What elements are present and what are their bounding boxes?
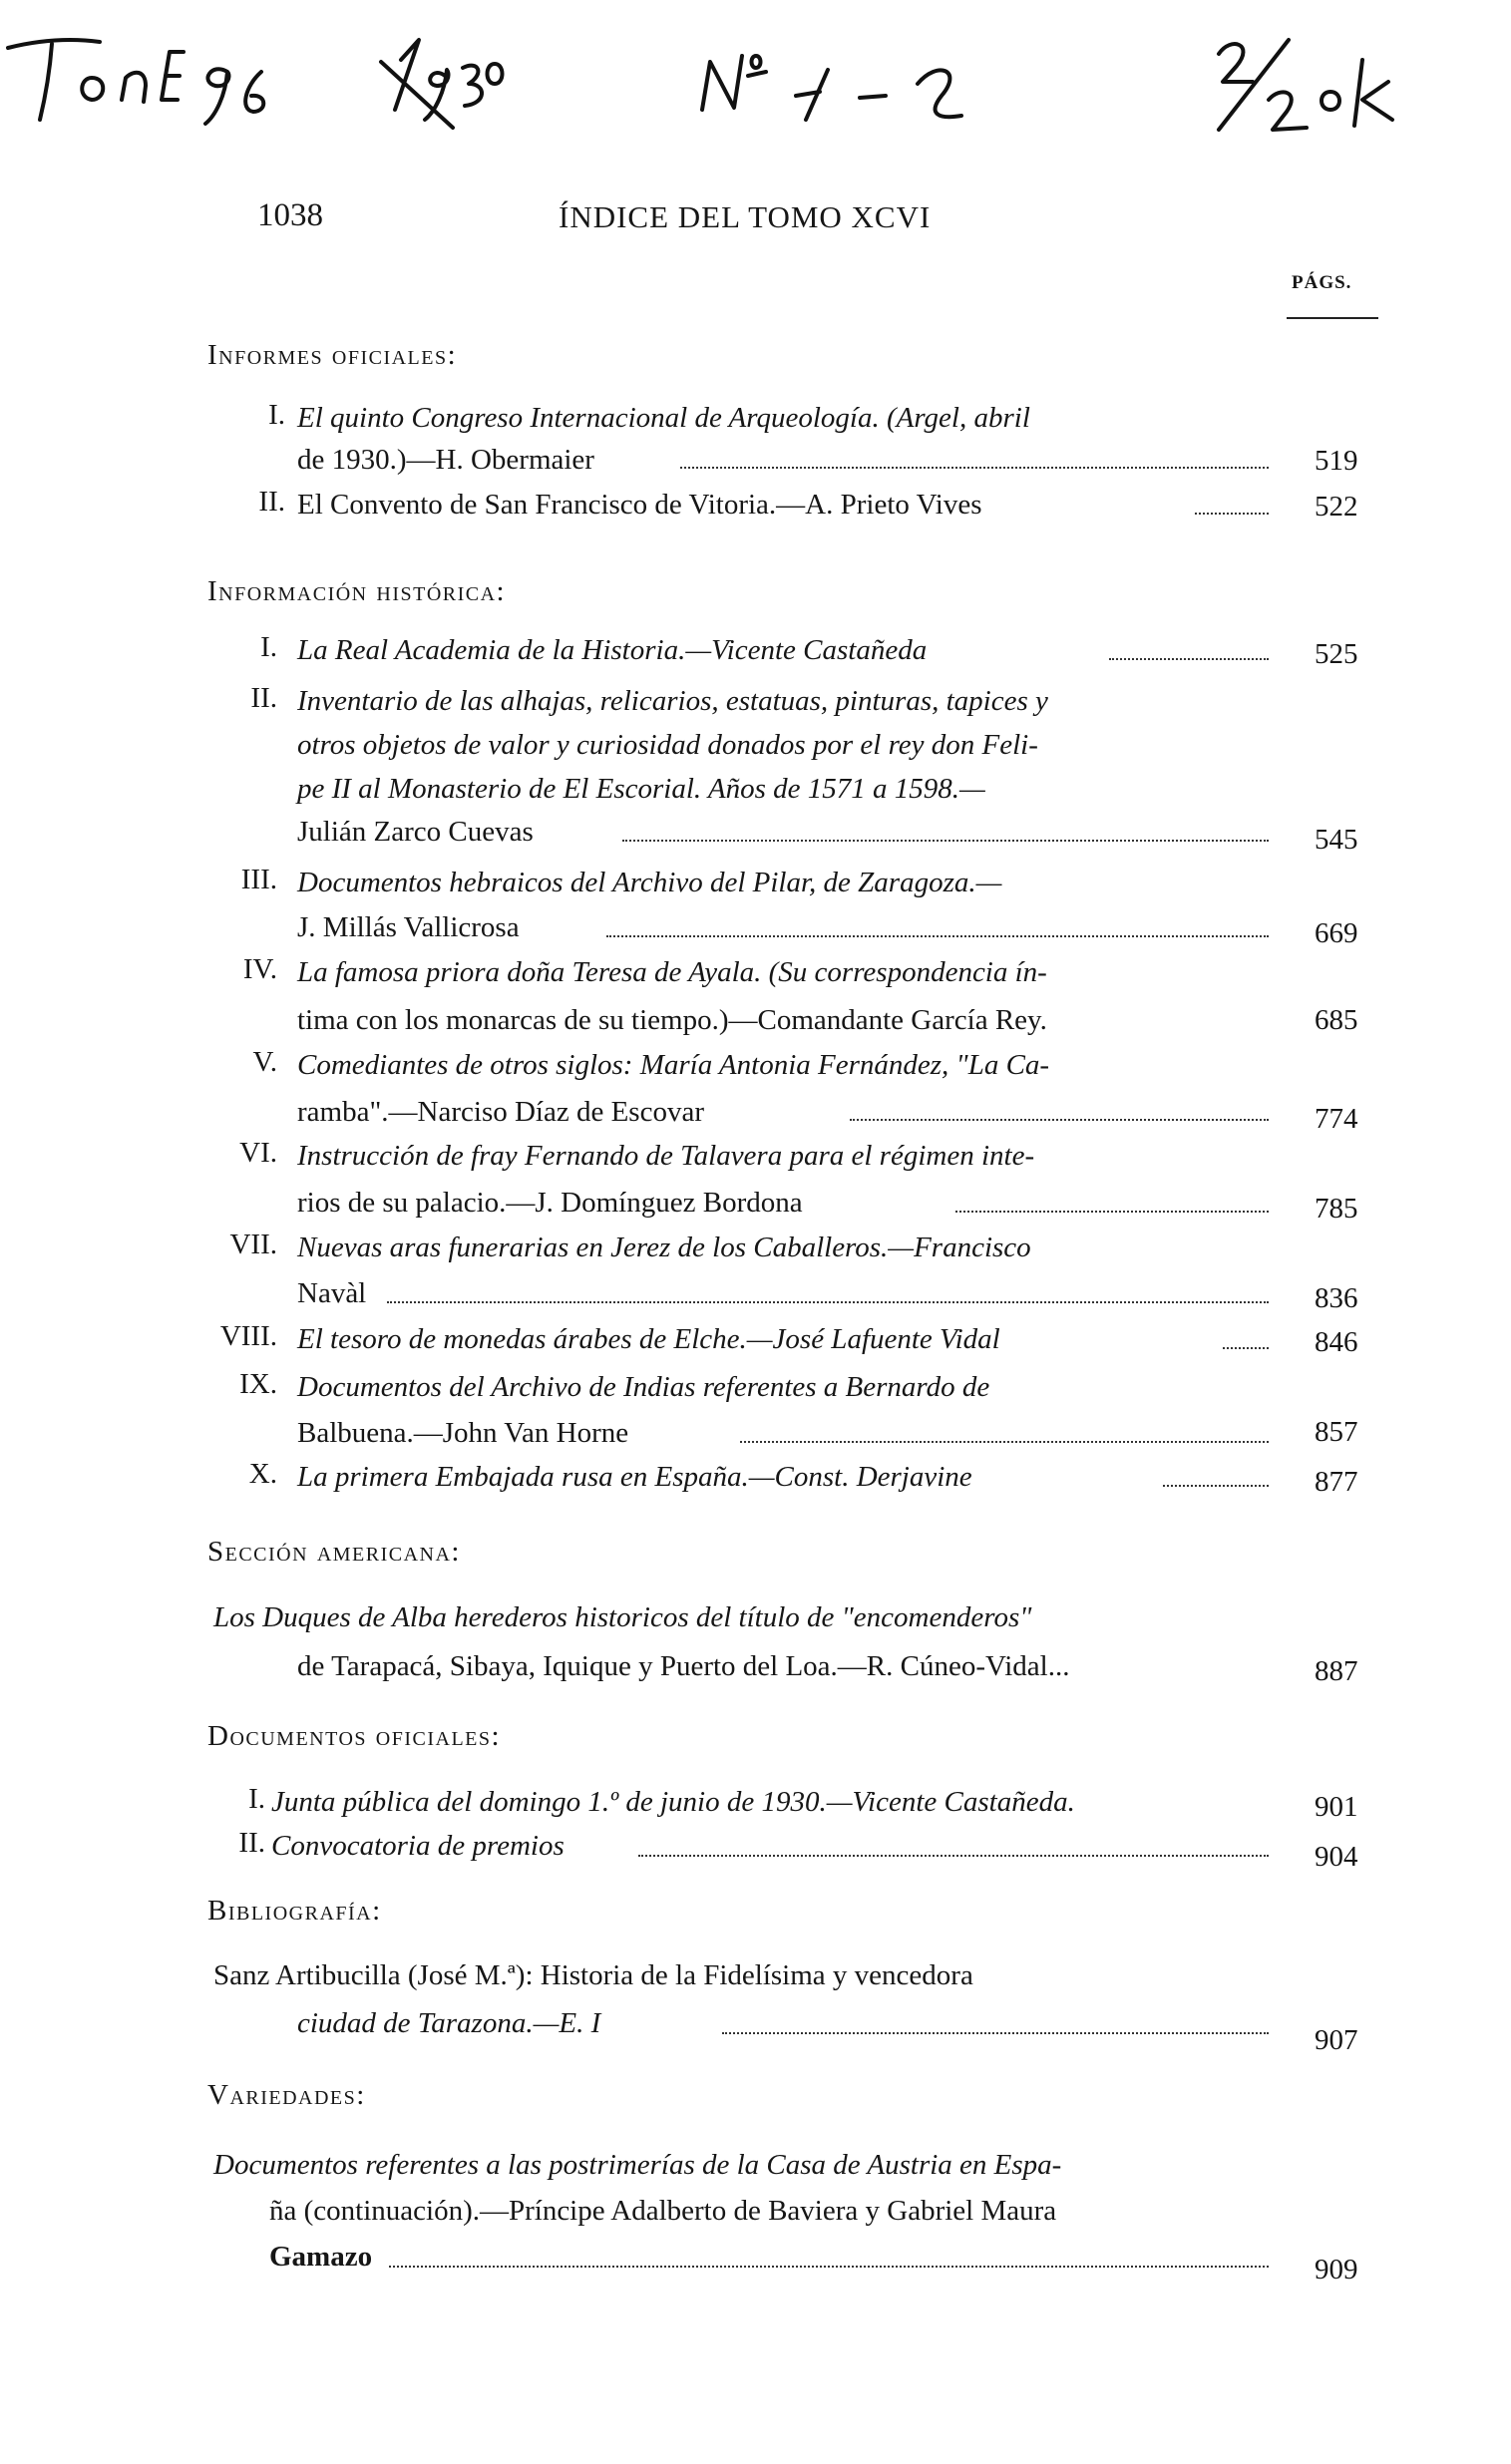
entry-line: Los Duques de Alba herederos historicos del título de "encomenderos" <box>213 1601 1032 1633</box>
leader-dots <box>1163 1485 1269 1487</box>
leader-dots <box>1195 513 1269 515</box>
entry-line: pe II al Monasterio de El Escorial. Años de 1571 a 1598.— <box>297 773 985 805</box>
entry-line: La famosa priora doña Teresa de Ayala. (Su correspondencia ín- <box>297 956 1047 988</box>
entry-line: ña (continuación).—Príncipe Adalberto de Baviera y Gabriel Maura <box>269 2195 1057 2227</box>
entry-number: II. <box>250 682 277 714</box>
entry-page: 785 <box>1315 1193 1358 1225</box>
entry-page: 545 <box>1315 824 1358 856</box>
entry-line: de Tarapacá, Sibaya, Iquique y Puerto del Loa.—R. Cúneo-Vidal... <box>297 1650 1070 1682</box>
entry-page: 907 <box>1315 2024 1358 2056</box>
entry-number: V. <box>252 1046 277 1078</box>
entry-line: Documentos del Archivo de Indias referentes a Bernardo de <box>297 1371 990 1403</box>
entry-line: Instrucción de fray Fernando de Talavera para el régimen inte- <box>297 1140 1035 1172</box>
entry-page: 901 <box>1315 1791 1358 1823</box>
entry-line: El quinto Congreso Internacional de Arqueología. (Argel, abril <box>297 402 1030 434</box>
entry-line: Julián Zarco Cuevas <box>297 816 534 848</box>
entry-line: rios de su palacio.—J. Domínguez Bordona <box>297 1187 803 1219</box>
section-heading-documentos: Documentos oficiales: <box>207 1720 502 1752</box>
pags-label: PÁGS. <box>1292 272 1352 293</box>
entry-page: 877 <box>1315 1466 1358 1498</box>
leader-dots <box>1223 1347 1269 1349</box>
handwritten-annotation <box>0 0 1511 199</box>
entry-number: III. <box>240 864 277 895</box>
leader-dots <box>722 2032 1269 2034</box>
leader-dots <box>680 467 1269 469</box>
leader-dots <box>740 1441 1269 1443</box>
section-heading-americana: Sección americana: <box>207 1536 461 1568</box>
entry-line: J. Millás Vallicrosa <box>297 911 520 943</box>
entry-line: La Real Academia de la Historia.—Vicente Castañeda <box>297 634 928 666</box>
leader-dots <box>1109 658 1269 660</box>
entry-line: Inventario de las alhajas, relicarios, estatuas, pinturas, tapices y <box>297 685 1048 717</box>
entry-page: 857 <box>1315 1416 1358 1448</box>
section-heading-bibliografia: Bibliografía: <box>207 1895 382 1927</box>
pags-rule <box>1287 317 1378 319</box>
entry-page: 909 <box>1315 2254 1358 2286</box>
entry-line: Nuevas aras funerarias en Jerez de los Caballeros.—Francisco <box>297 1232 1031 1263</box>
entry-number: II. <box>238 1827 265 1859</box>
entry-line: El Convento de San Francisco de Vitoria.—A. Prieto Vives <box>297 489 982 521</box>
entry-line: Junta pública del domingo 1.º de junio de 1930.—Vicente Castañeda. <box>271 1786 1075 1818</box>
entry-number: VII. <box>229 1229 277 1260</box>
leader-dots <box>850 1119 1269 1121</box>
leader-dots <box>638 1855 1269 1857</box>
entry-line: Navàl <box>297 1277 367 1309</box>
entry-number: II. <box>258 486 285 518</box>
entry-line: ciudad de Tarazona.—E. I <box>297 2007 601 2039</box>
entry-page: 774 <box>1315 1103 1358 1135</box>
leader-dots <box>955 1211 1269 1213</box>
entry-number: X. <box>248 1458 277 1490</box>
entry-line: otros objetos de valor y curiosidad donados por el rey don Feli- <box>297 729 1038 761</box>
entry-page: 525 <box>1315 638 1358 670</box>
entry-number: VI. <box>239 1137 277 1169</box>
entry-number: I. <box>260 631 277 663</box>
entry-page: 904 <box>1315 1841 1358 1873</box>
entry-line: Comediantes de otros siglos: María Antonia Fernández, "La Ca- <box>297 1049 1050 1081</box>
leader-dots <box>606 935 1269 937</box>
entry-line: Convocatoria de premios <box>271 1830 565 1862</box>
entry-number: I. <box>268 399 285 431</box>
entry-page: 836 <box>1315 1282 1358 1314</box>
leader-dots <box>389 2266 1269 2268</box>
entry-line: Documentos referentes a las postrimerías de la Casa de Austria en Espa- <box>213 2149 1062 2181</box>
entry-line: Balbuena.—John Van Horne <box>297 1417 629 1449</box>
entry-line: tima con los monarcas de su tiempo.)—Comandante García Rey. <box>297 1004 1047 1036</box>
entry-page: 522 <box>1315 491 1358 523</box>
entry-page: 685 <box>1315 1004 1358 1036</box>
entry-number: IX. <box>239 1368 277 1400</box>
entry-line: Documentos hebraicos del Archivo del Pilar, de Zaragoza.— <box>297 867 1002 898</box>
entry-line: El tesoro de monedas árabes de Elche.—José Lafuente Vidal <box>297 1323 1000 1355</box>
section-heading-historica: Información histórica: <box>207 575 507 607</box>
entry-page: 669 <box>1315 917 1358 949</box>
entry-line: ramba".—Narciso Díaz de Escovar <box>297 1096 704 1128</box>
leader-dots <box>622 840 1269 842</box>
entry-page: 519 <box>1315 445 1358 477</box>
entry-page: 846 <box>1315 1326 1358 1358</box>
section-heading-informes: Informes oficiales: <box>207 339 458 371</box>
leader-dots <box>387 1301 1269 1303</box>
entry-number: VIII. <box>219 1320 277 1352</box>
entry-page: 887 <box>1315 1655 1358 1687</box>
page-title: ÍNDICE DEL TOMO XCVI <box>559 199 932 234</box>
entry-number: IV. <box>242 953 277 985</box>
entry-line: de 1930.)—H. Obermaier <box>297 444 594 476</box>
entry-line: Gamazo <box>269 2241 373 2273</box>
entry-line: Sanz Artibucilla (José M.ª): Historia de la Fidelísima y vencedora <box>213 1959 973 1991</box>
entry-line: La primera Embajada rusa en España.—Const. Derjavine <box>297 1461 972 1493</box>
section-heading-variedades: Variedades: <box>207 2079 366 2111</box>
page-number: 1038 <box>257 197 323 233</box>
entry-number: I. <box>248 1783 265 1815</box>
